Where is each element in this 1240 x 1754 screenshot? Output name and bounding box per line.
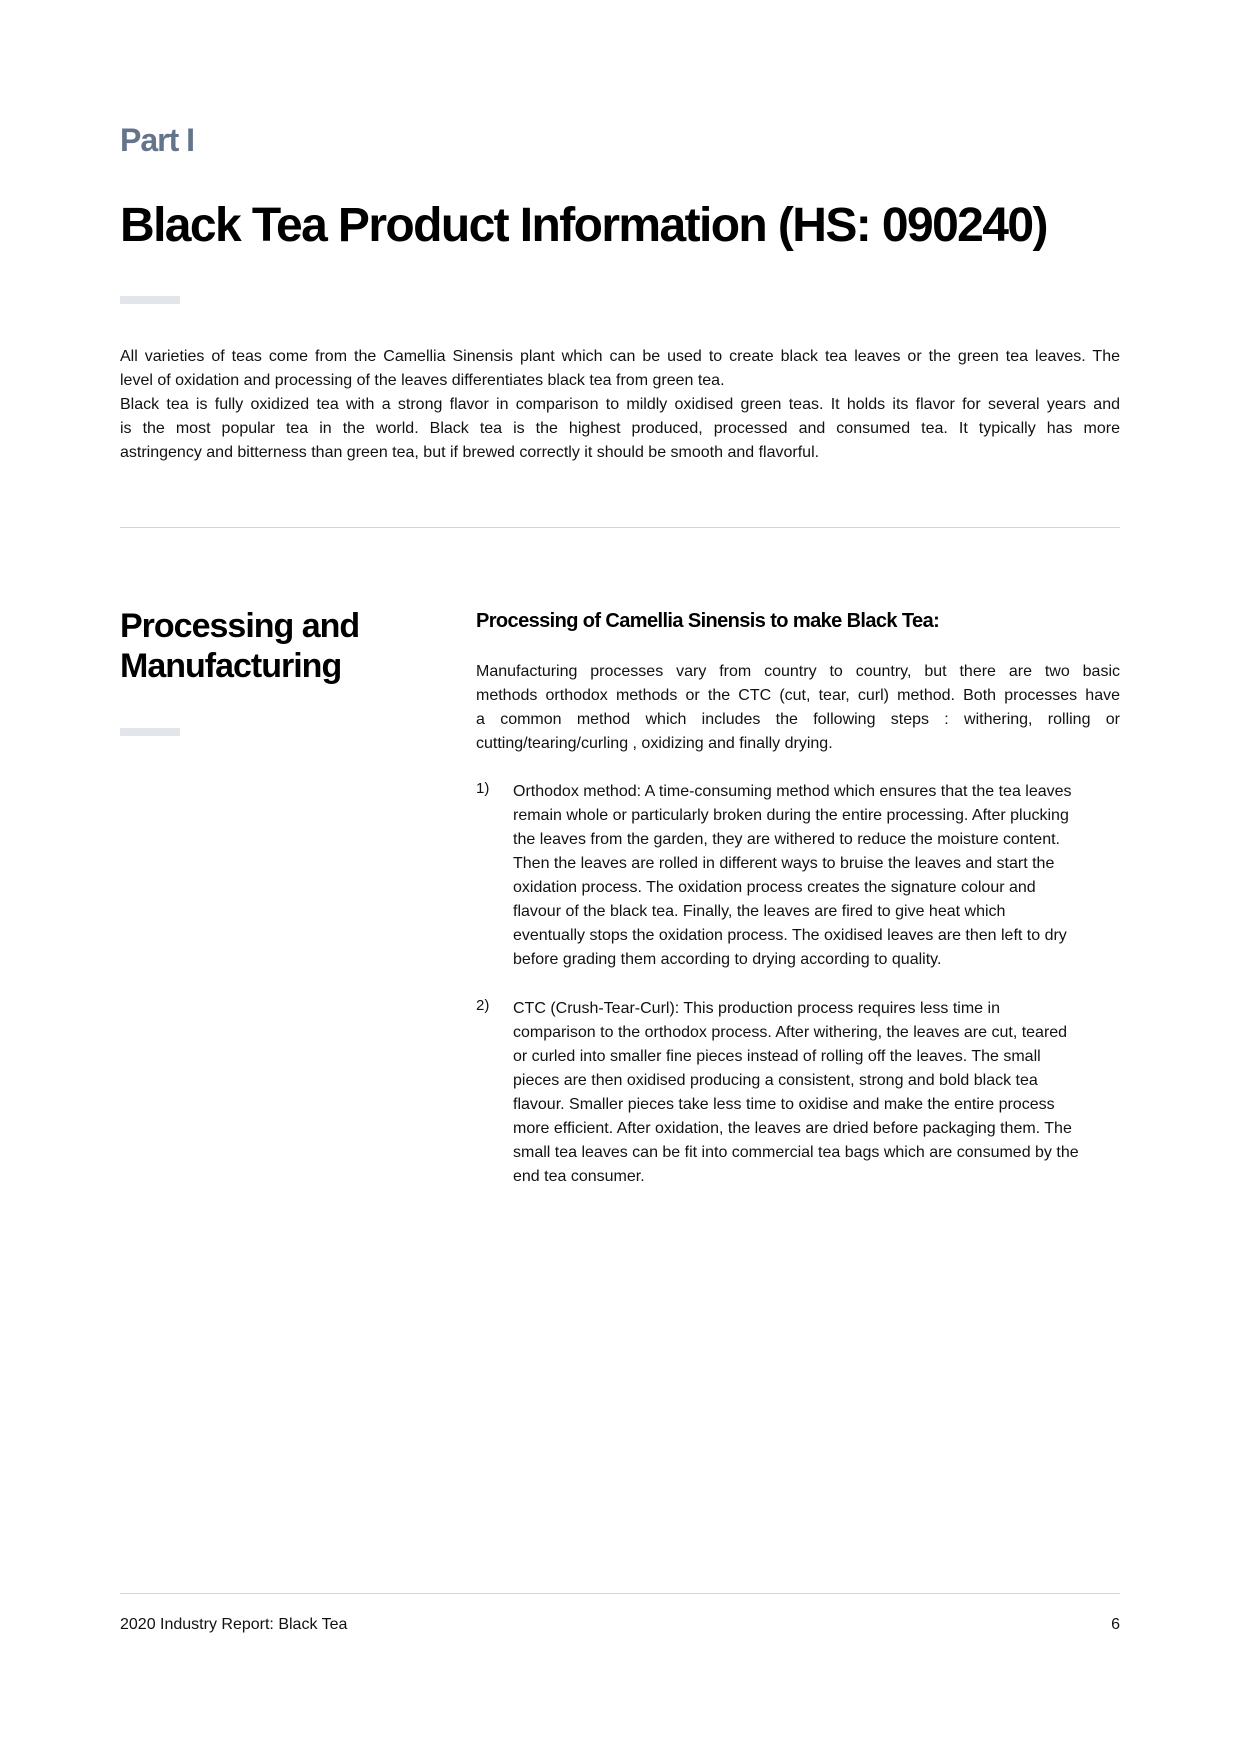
list-line: the leaves from the garden, they are withered to reduce the moisture content. [513, 831, 1060, 848]
section-heading-line: Processing and [120, 607, 360, 645]
section-accent-bar [120, 728, 180, 736]
list-item-text [513, 780, 1120, 972]
section-heading-line: Manufacturing [120, 647, 342, 685]
list-line: eventually stops the oxidation process. The oxidised leaves are then left to dry [513, 927, 1067, 944]
footer-report-title: 2020 Industry Report: Black Tea [120, 1616, 348, 1633]
intro-line: Black tea is fully oxidized tea with a strong flavor in comparison to mildly oxidised green teas. It holds its flavor for several years and [120, 396, 1120, 413]
list-item [476, 997, 1120, 1189]
list-number: 1) [476, 780, 490, 797]
list-line: oxidation process. The oxidation process creates the signature colour and [513, 879, 1036, 896]
title-accent-bar [120, 296, 180, 304]
intro-line: level of oxidation and processing of the leaves differentiates black tea from green tea. [120, 372, 725, 389]
part-label: Part I [120, 122, 195, 158]
list-line: before grading them according to drying according to quality. [513, 951, 942, 968]
sub-heading: Processing of Camellia Sinensis to make Black Tea: [476, 610, 940, 632]
paragraph-line: methods orthodox methods or the CTC (cut, tear, curl) method. Both processes have [476, 687, 1120, 704]
list-line: more efficient. After oxidation, the leaves are dried before packaging them. The [513, 1120, 1072, 1137]
list-line: Orthodox method: A time-consuming method which ensures that the tea leaves [513, 783, 1072, 800]
list-line: pieces are then oxidised producing a consistent, strong and bold black tea [513, 1072, 1038, 1089]
intro-line: is the most popular tea in the world. Black tea is the highest produced, processed and consumed tea. It typically has more [120, 420, 1120, 437]
list-item-text [513, 997, 1120, 1189]
paragraph-line: cutting/tearing/curling , oxidizing and finally drying. [476, 735, 833, 752]
section-heading [120, 606, 359, 686]
paragraph-line: Manufacturing processes vary from country to country, but there are two basic [476, 663, 1120, 680]
paragraph-line: a common method which includes the following steps : withering, rolling or [476, 711, 1120, 728]
list-line: Then the leaves are rolled in different ways to bruise the leaves and start the [513, 855, 1055, 872]
intro-paragraph [120, 345, 1120, 465]
page-title: Black Tea Product Information (HS: 090240) [120, 199, 1047, 252]
manufacturing-paragraph [476, 660, 1120, 756]
intro-line: All varieties of teas come from the Camellia Sinensis plant which can be used to create black tea leaves or the green tea leaves. The [120, 348, 1120, 365]
list-number: 2) [476, 997, 490, 1014]
list-item [476, 780, 1120, 972]
page-number: 6 [1111, 1616, 1120, 1633]
intro-line: astringency and bitterness than green tea, but if brewed correctly it should be smooth and flavorful. [120, 444, 820, 461]
list-line: remain whole or particularly broken during the entire processing. After plucking [513, 807, 1069, 824]
list-line: comparison to the orthodox process. After withering, the leaves are cut, teared [513, 1024, 1068, 1041]
section-divider [120, 527, 1120, 528]
list-line: or curled into smaller fine pieces instead of rolling off the leaves. The small [513, 1048, 1041, 1065]
list-line: flavour of the black tea. Finally, the leaves are fired to give heat which [513, 903, 1006, 920]
footer-divider [120, 1593, 1120, 1594]
list-line: small tea leaves can be fit into commercial tea bags which are consumed by the [513, 1144, 1079, 1161]
list-line: flavour. Smaller pieces take less time to oxidise and make the entire process [513, 1096, 1055, 1113]
list-line: end tea consumer. [513, 1168, 645, 1185]
list-line: CTC (Crush-Tear-Curl): This production process requires less time in [513, 1000, 1000, 1017]
